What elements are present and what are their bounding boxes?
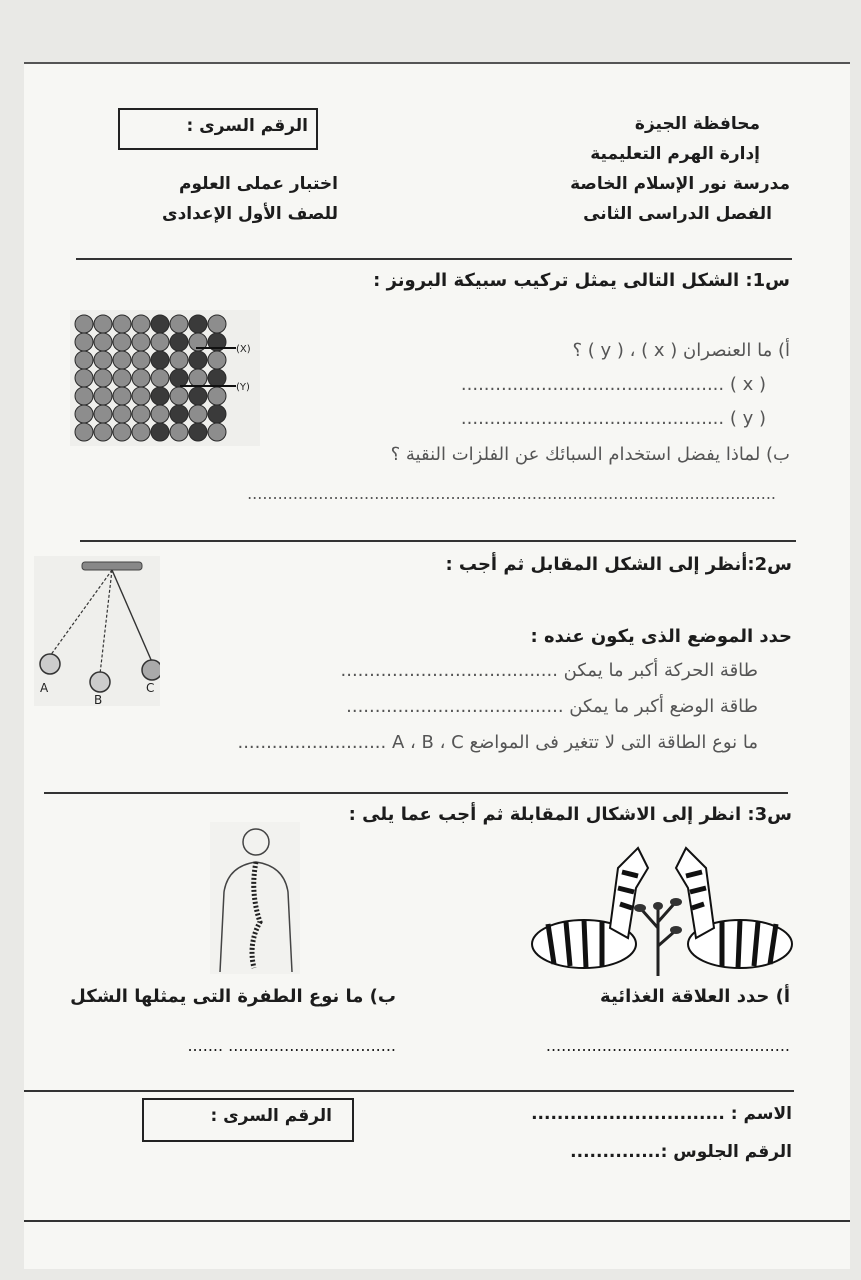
lattice-atom <box>151 351 169 369</box>
lattice-atom <box>75 351 93 369</box>
q3-b-answer-line[interactable]: ................................. ....... <box>187 1036 396 1055</box>
lattice-atom <box>170 369 188 387</box>
education-administration: إدارة الهرم التعليمية <box>590 144 760 164</box>
lattice-atom <box>75 333 93 351</box>
lattice-atom <box>151 315 169 333</box>
lattice-atom <box>94 333 112 351</box>
q3-b-question: ب) ما نوع الطفرة التى يمثلها الشكل <box>70 986 396 1007</box>
lattice-atom <box>113 387 131 405</box>
lattice-atom <box>189 405 207 423</box>
student-name-field[interactable]: الاسم : .............................. <box>531 1104 792 1124</box>
divider-5 <box>24 1220 850 1222</box>
pendulum-figure <box>34 556 160 706</box>
lattice-atom <box>189 387 207 405</box>
fig-label-x: (X) <box>236 344 251 355</box>
pendulum-label-c: C <box>146 681 155 695</box>
q1-title: س1: الشكل التالى يمثل تركيب سبيكة البرونز : <box>373 270 790 291</box>
lattice-atom <box>75 369 93 387</box>
lattice-atom <box>189 369 207 387</box>
q1-b-question: ب) لماذا يفضل استخدام السبائك عن الفلزات النقية ؟ <box>390 444 790 465</box>
lattice-atom <box>113 369 131 387</box>
lattice-atom <box>132 423 150 441</box>
lattice-atom <box>208 405 226 423</box>
lattice-atom <box>94 405 112 423</box>
lattice-atom <box>113 333 131 351</box>
lattice-atom <box>75 423 93 441</box>
q2-item-constant-energy[interactable]: ما نوع الطاقة التى لا تتغير فى المواضع A ، B ، C .......................... <box>237 732 758 753</box>
lattice-atom <box>208 423 226 441</box>
q2-item-potential[interactable]: طاقة الوضع أكبر ما يمكن ...................................... <box>346 696 758 717</box>
lattice-atom <box>132 405 150 423</box>
school-name: مدرسة نور الإسلام الخاصة <box>570 174 790 194</box>
divider-2 <box>80 540 796 542</box>
lattice-atom <box>151 369 169 387</box>
lattice-atom <box>151 333 169 351</box>
lattice-atom <box>189 315 207 333</box>
lattice-atom <box>208 351 226 369</box>
q1-a-question: أ) ما العنصران ( x ) ، ( y ) ؟ <box>572 340 790 361</box>
lattice-atom <box>151 405 169 423</box>
lattice-atom <box>151 387 169 405</box>
lattice-atom <box>170 315 188 333</box>
term-name: الفصل الدراسى الثانى <box>583 204 772 224</box>
lattice-atom <box>132 387 150 405</box>
lattice-atom <box>94 315 112 333</box>
seat-number-field[interactable]: الرقم الجلوس :.............. <box>570 1142 792 1162</box>
lattice-atom <box>113 351 131 369</box>
lattice-atom <box>94 369 112 387</box>
q2-prompt: حدد الموضع الذى يكون عنده : <box>530 626 792 647</box>
lattice-atom <box>189 351 207 369</box>
lattice-atom <box>75 315 93 333</box>
lattice-atom <box>170 423 188 441</box>
lattice-atom <box>94 387 112 405</box>
secret-number-label-top: الرقم السرى : <box>186 116 308 136</box>
lattice-atom <box>170 351 188 369</box>
q1-y-answer-line[interactable]: ( y ) .............................................. <box>460 408 766 429</box>
q3-a-question: أ) حدد العلاقة الغذائية <box>600 986 790 1007</box>
q1-b-answer-line[interactable]: ........................................................................................................ <box>247 484 776 503</box>
lattice-atom <box>189 423 207 441</box>
lattice-atom <box>113 315 131 333</box>
lattice-atom <box>75 405 93 423</box>
q2-title: س2:أنظر إلى الشكل المقابل ثم أجب : <box>445 554 792 575</box>
lattice-atom <box>170 405 188 423</box>
divider-3 <box>44 792 788 794</box>
exam-title: اختبار عملى العلوم <box>179 174 338 194</box>
lattice-atom <box>151 423 169 441</box>
exam-sheet <box>24 62 850 1269</box>
q2-item-kinetic[interactable]: طاقة الحركة أكبر ما يمكن ...................................... <box>340 660 758 681</box>
divider-4 <box>24 1090 794 1092</box>
divider-1 <box>76 258 792 260</box>
lattice-atom <box>113 405 131 423</box>
spine-figure <box>210 822 300 974</box>
q3-a-answer-line[interactable]: ................................................ <box>545 1036 790 1055</box>
governorate-name: محافظة الجيزة <box>634 114 760 134</box>
q1-x-answer-line[interactable]: ( x ) .............................................. <box>460 374 766 395</box>
grade-label: للصف الأول الإعدادى <box>161 204 338 224</box>
lattice-atom <box>132 369 150 387</box>
lattice-atom <box>94 351 112 369</box>
lattice-atom <box>170 333 188 351</box>
lattice-atom <box>208 369 226 387</box>
lattice-atom <box>94 423 112 441</box>
fig-label-y: (Y) <box>236 382 250 393</box>
pendulum-label-a: A <box>40 681 49 695</box>
lattice-atom <box>132 351 150 369</box>
q3-title: س3: انظر إلى الاشكال المقابلة ثم أجب عما يلى : <box>348 804 792 825</box>
bronze-alloy-figure <box>70 310 260 446</box>
lattice-atom <box>132 333 150 351</box>
pendulum-label-b: B <box>94 693 103 706</box>
lattice-atom <box>208 387 226 405</box>
lattice-atom <box>113 423 131 441</box>
secret-number-label-bottom: الرقم السرى : <box>210 1106 332 1126</box>
lattice-atom <box>208 315 226 333</box>
lattice-atom <box>132 315 150 333</box>
lattice-atom <box>170 387 188 405</box>
lattice-atom <box>75 387 93 405</box>
zebras-figure <box>518 828 800 978</box>
